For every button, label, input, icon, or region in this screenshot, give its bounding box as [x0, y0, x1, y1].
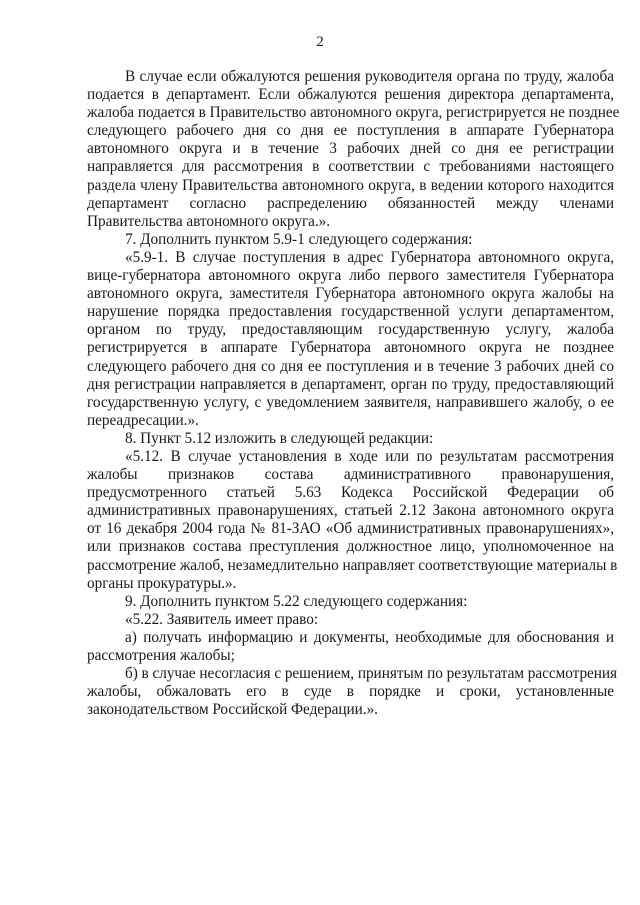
page-number: 2 — [316, 34, 324, 50]
text-line: законодательством Российской Федерации.». — [87, 701, 378, 719]
text-line: следующего рабочего дня со дня ее поступления и в течение 3 рабочих дней со — [87, 357, 614, 375]
text-line: жалобы признаков состава административного правонарушения, — [87, 466, 614, 484]
text-line: переадресации.». — [87, 411, 199, 429]
text-line: регистрируется в аппарате Губернатора автономного округа не позднее — [87, 339, 614, 357]
text-line: 7. Дополнить пунктом 5.9-1 следующего содержания: — [125, 230, 473, 248]
text-line: «5.22. Заявитель имеет право: — [125, 610, 319, 628]
text-line: департамент согласно распределению обязанностей между членами — [87, 194, 614, 212]
text-line: 8. Пункт 5.12 изложить в следующей редакции: — [125, 429, 434, 447]
text-line: органом по труду, предоставляющим государственную услугу, жалоба — [87, 321, 614, 339]
paragraph-p2 — [87, 231, 614, 249]
text-line: государственную услугу, с уведомлением заявителя, направившего жалобу, о ее — [87, 393, 614, 411]
text-line: направляется для рассмотрения в соответствии с требованиями настоящего — [87, 158, 614, 176]
text-line: рассмотрения жалобы; — [87, 647, 235, 664]
text-line: предусмотренного статьей 5.63 Кодекса Российской Федерации об — [87, 484, 614, 502]
document-body — [87, 68, 620, 719]
text-line: дня регистрации направляется в департамент, орган по труду, предоставляющий — [87, 375, 614, 393]
paragraph-p4 — [87, 430, 614, 448]
text-line: от 16 декабря 2004 года № 81-ЗАО «Об административных правонарушениях», — [87, 520, 614, 538]
text-line: жалоба подается в Правительство автономного округа, регистрируется не позднее — [87, 104, 620, 122]
text-line: следующего рабочего дня со дня ее поступления в аппарате Губернатора — [87, 122, 614, 140]
text-line: а) получать информацию и документы, необходимые для обоснования и — [125, 628, 614, 646]
text-line: 9. Дополнить пунктом 5.22 следующего содержания: — [125, 592, 468, 610]
paragraph-p5 — [87, 447, 618, 593]
text-line: раздела члену Правительства автономного округа, в ведении которого находится — [87, 176, 614, 194]
paragraph-p9 — [87, 665, 618, 719]
text-line: вице-губернатора автономного округа либо первого заместителя Губернатора — [87, 267, 614, 285]
text-line: «5.12. В случае установления в ходе или по результатам рассмотрения — [125, 447, 614, 465]
paragraph-p1 — [87, 68, 620, 231]
paragraph-p8 — [87, 629, 614, 665]
text-line: органы прокуратуры.». — [87, 574, 237, 592]
paragraph-p7 — [87, 611, 614, 629]
text-line: подается в департамент. Если обжалуются решения директора департамента, — [87, 86, 614, 104]
text-line: жалобы, обжаловать его в суде в порядке и сроки, установленные — [87, 683, 614, 701]
text-line: б) в случае несогласия с решением, принятым по результатам рассмотрения — [125, 665, 618, 683]
text-line: Правительства автономного округа.». — [87, 212, 331, 230]
text-line: административных правонарушениях, статьей 2.12 Закона автономного округа — [87, 502, 614, 520]
text-line: «5.9-1. В случае поступления в адрес Губернатора автономного округа, — [125, 248, 614, 266]
text-line: рассмотрение жалоб, незамедлительно направляет соответствующие материалы в — [87, 556, 618, 574]
text-line: В случае если обжалуются решения руководителя органа по труду, жалоба — [125, 68, 614, 85]
text-line: автономного округа, заместителя Губернатора автономного округа жалобы на — [87, 285, 614, 303]
paragraph-p3 — [87, 249, 614, 430]
text-line: автономного округа и в течение 3 рабочих дней со дня ее регистрации — [87, 140, 614, 158]
text-line: нарушение порядка предоставления государственной услуги департаментом, — [87, 303, 614, 321]
text-line: или признаков состава преступления должностное лицо, уполномоченное на — [87, 538, 614, 556]
paragraph-p6 — [87, 593, 614, 611]
